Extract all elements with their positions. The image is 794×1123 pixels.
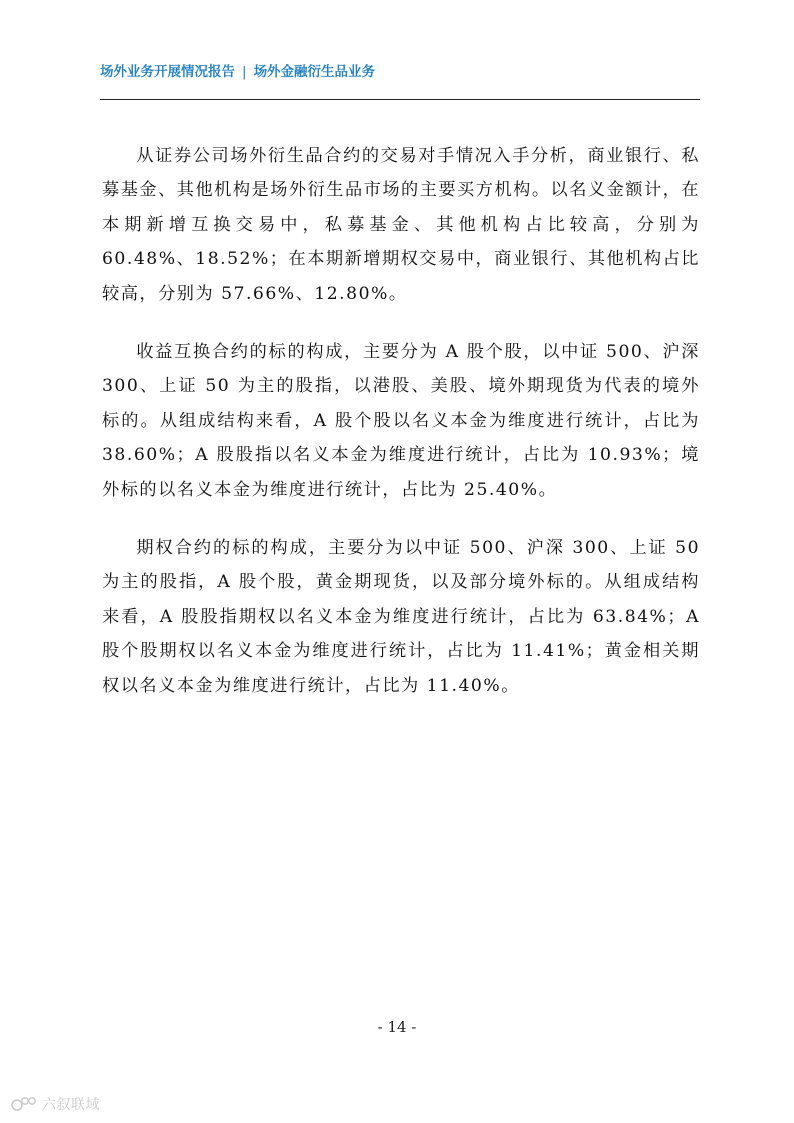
header-title [100,60,375,80]
page-header [100,60,700,100]
paragraph-counterparty: 从证券公司场外衍生品合约的交易对手情况入手分析，商业银行、私募基金、其他机构是场外衍生品市场的主要买方机构。以名义金额计，在本期新增互换交易中，私募基金、其他机构占比较高，分别为 60.48%、18.52%；在本期新增期权交易中，商业银行、其他机构占比较高，分别为 57.66%、12.80%。 [102,146,701,304]
watermark-text: 六叙联域 [42,1097,100,1113]
watermark [10,1094,100,1114]
page-number: - 14 - [377,1018,417,1036]
watermark-logo-icon [10,1094,38,1114]
header-separator: | [242,64,247,80]
paragraph-swap-underlying: 收益互换合约的标的构成，主要分为 A 股个股，以中证 500、沪深 300、上证 50 为主的股指，以港股、美股、境外期现货为代表的境外标的。从组成结构来看，A 股个股以名义本金为维度进行统计，占比为 38.60%；A 股股指以名义本金为维度进行统计，占比为 10.93%；境外标的以名义本金为维度进行统计，占比为 25.40%。 [102,342,700,500]
document-body [102,139,700,727]
header-right-title: 场外金融衍生品业务 [253,64,376,80]
paragraph-option-underlying: 期权合约的标的构成，主要分为以中证 500、沪深 300、上证 50 为主的股指，A 股个股，黄金期现货，以及部分境外标的。从组成结构来看，A 股股指期权以名义本金为维度进行统计，占比为 63.84%；A 股个股期权以名义本金为维度进行统计，占比为 11.41%；黄金相关期权以名义本金为维度进行统计，占比为 11.40%。 [102,538,700,696]
header-left-title: 场外业务开展情况报告 [100,64,235,80]
